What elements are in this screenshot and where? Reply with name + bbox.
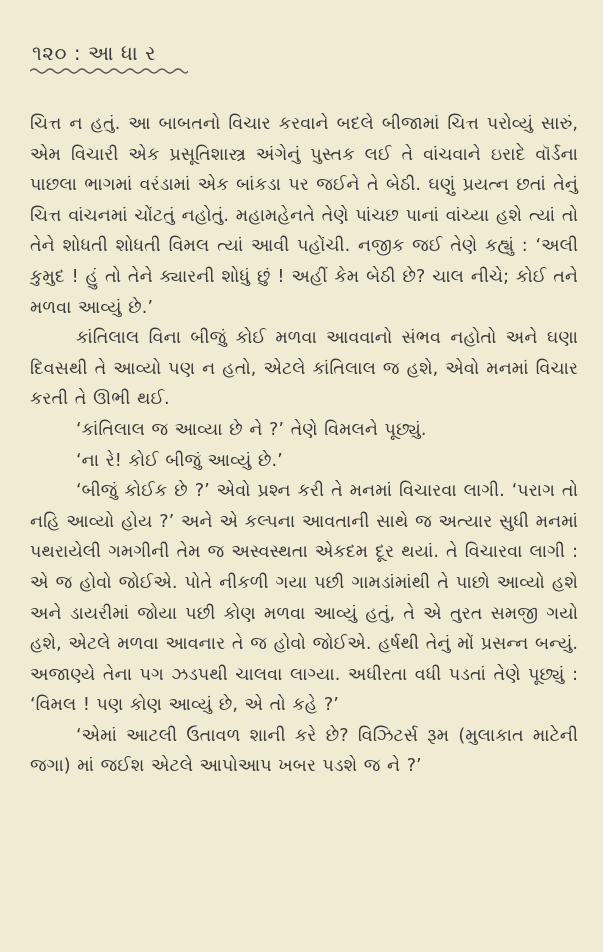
paragraph: કાંતિલાલ વિના બીજું કોઈ મળવા આવવાનો સંભવ નહોતો અને ઘણા દિવસથી તે આવ્યો પણ ન હતો, એટલે કાંતિલાલ જ હશે, એવો મનમાં વિચાર કરતી તે ઊભી થઈ. [30,328,578,410]
running-head: ૧૨૦ : આ ધા ર [32,41,156,65]
book-page [30,40,578,782]
paragraph: ‘ના રે! કોઈ બીજું આવ્યું છે.’ [76,450,283,471]
paragraph: ચિત્ત ન હતું. આ બાબતનો વિચાર કરવાને બદલે બીજામાં ચિત્ત પરોવ્યું સારું, એમ વિચારી એક પ્રસૂતિશાસ્ત્ર અંગેનું પુસ્તક લઈ તે વાંચવાને ઇરાદે વૉર્ડના પાછલા ભાગમાં વરંડામાં એક બાંકડા પર જઈને તે બેઠી. ઘણું પ્રયત્ન છતાં તેનું ચિત્ત વાંચનમાં ચોંટતું નહોતું. મહામહેનતે તેણે પાંચછ પાનાં વાંચ્યા હશે ત્યાં તો તેને શોધતી શોધતી વિમલ ત્યાં આવી પહોંચી. નજીક જઈ તેણે કહ્યું : ‘અલી કુમુદ ! હું તો તેને ક્યારની શોધું છું ! અહીં કેમ બેઠી છે? ચાલ નીચે; કોઈ તને મળવા આવ્યું છે.’ [30,114,578,318]
wavy-rule [30,67,188,75]
paragraph: ‘બીજું કોઈક છે ?’ એવો પ્રશ્ન કરી તે મનમાં વિચારવા લાગી. ‘પરાગ તો નહિ આવ્યો હોય ?’ અને એ કલ્પના આવતાની સાથે જ અત્યાર સુધી મનમાં પથરાયેલી ગમગીની તેમ જ અસ્વસ્થતા એકદમ દૂર થયાં. તે વિચારવા લાગી : એ જ હોવો જોઈએ. પોતે નીકળી ગયા પછી ગામડાંમાંથી તે પાછો આવ્યો હશે અને ડાયરીમાં જોયા પછી કોણ મળવા આવ્યું હતું, તે એ તુરત સમજી ગયો હશે, એટલે મળવા આવનાર તે જ હોવો જોઈએ. હર્ષથી તેનું મોં પ્રસન્ન બન્યું. અજાણ્યે તેના પગ ઝડપથી ચાલવા લાગ્યા. અધીરતા વધી પડતાં તેણે પૂછ્યું : ‘વિમલ ! પણ કોણ આવ્યું છે, એ તો કહે ?’ [30,481,578,716]
paragraph: ‘એમાં આટલી ઉતાવળ શાની કરે છે? વિઝિટર્સ રૂમ (મુલાકાત માટેની જગા) માં જઈશ એટલે આપોઆપ ખબર પડશે જ ને ?’ [30,725,578,777]
paragraph: ‘કાંતિલાલ જ આવ્યા છે ને ?’ તેણે વિમલને પૂછ્યું. [76,419,427,440]
